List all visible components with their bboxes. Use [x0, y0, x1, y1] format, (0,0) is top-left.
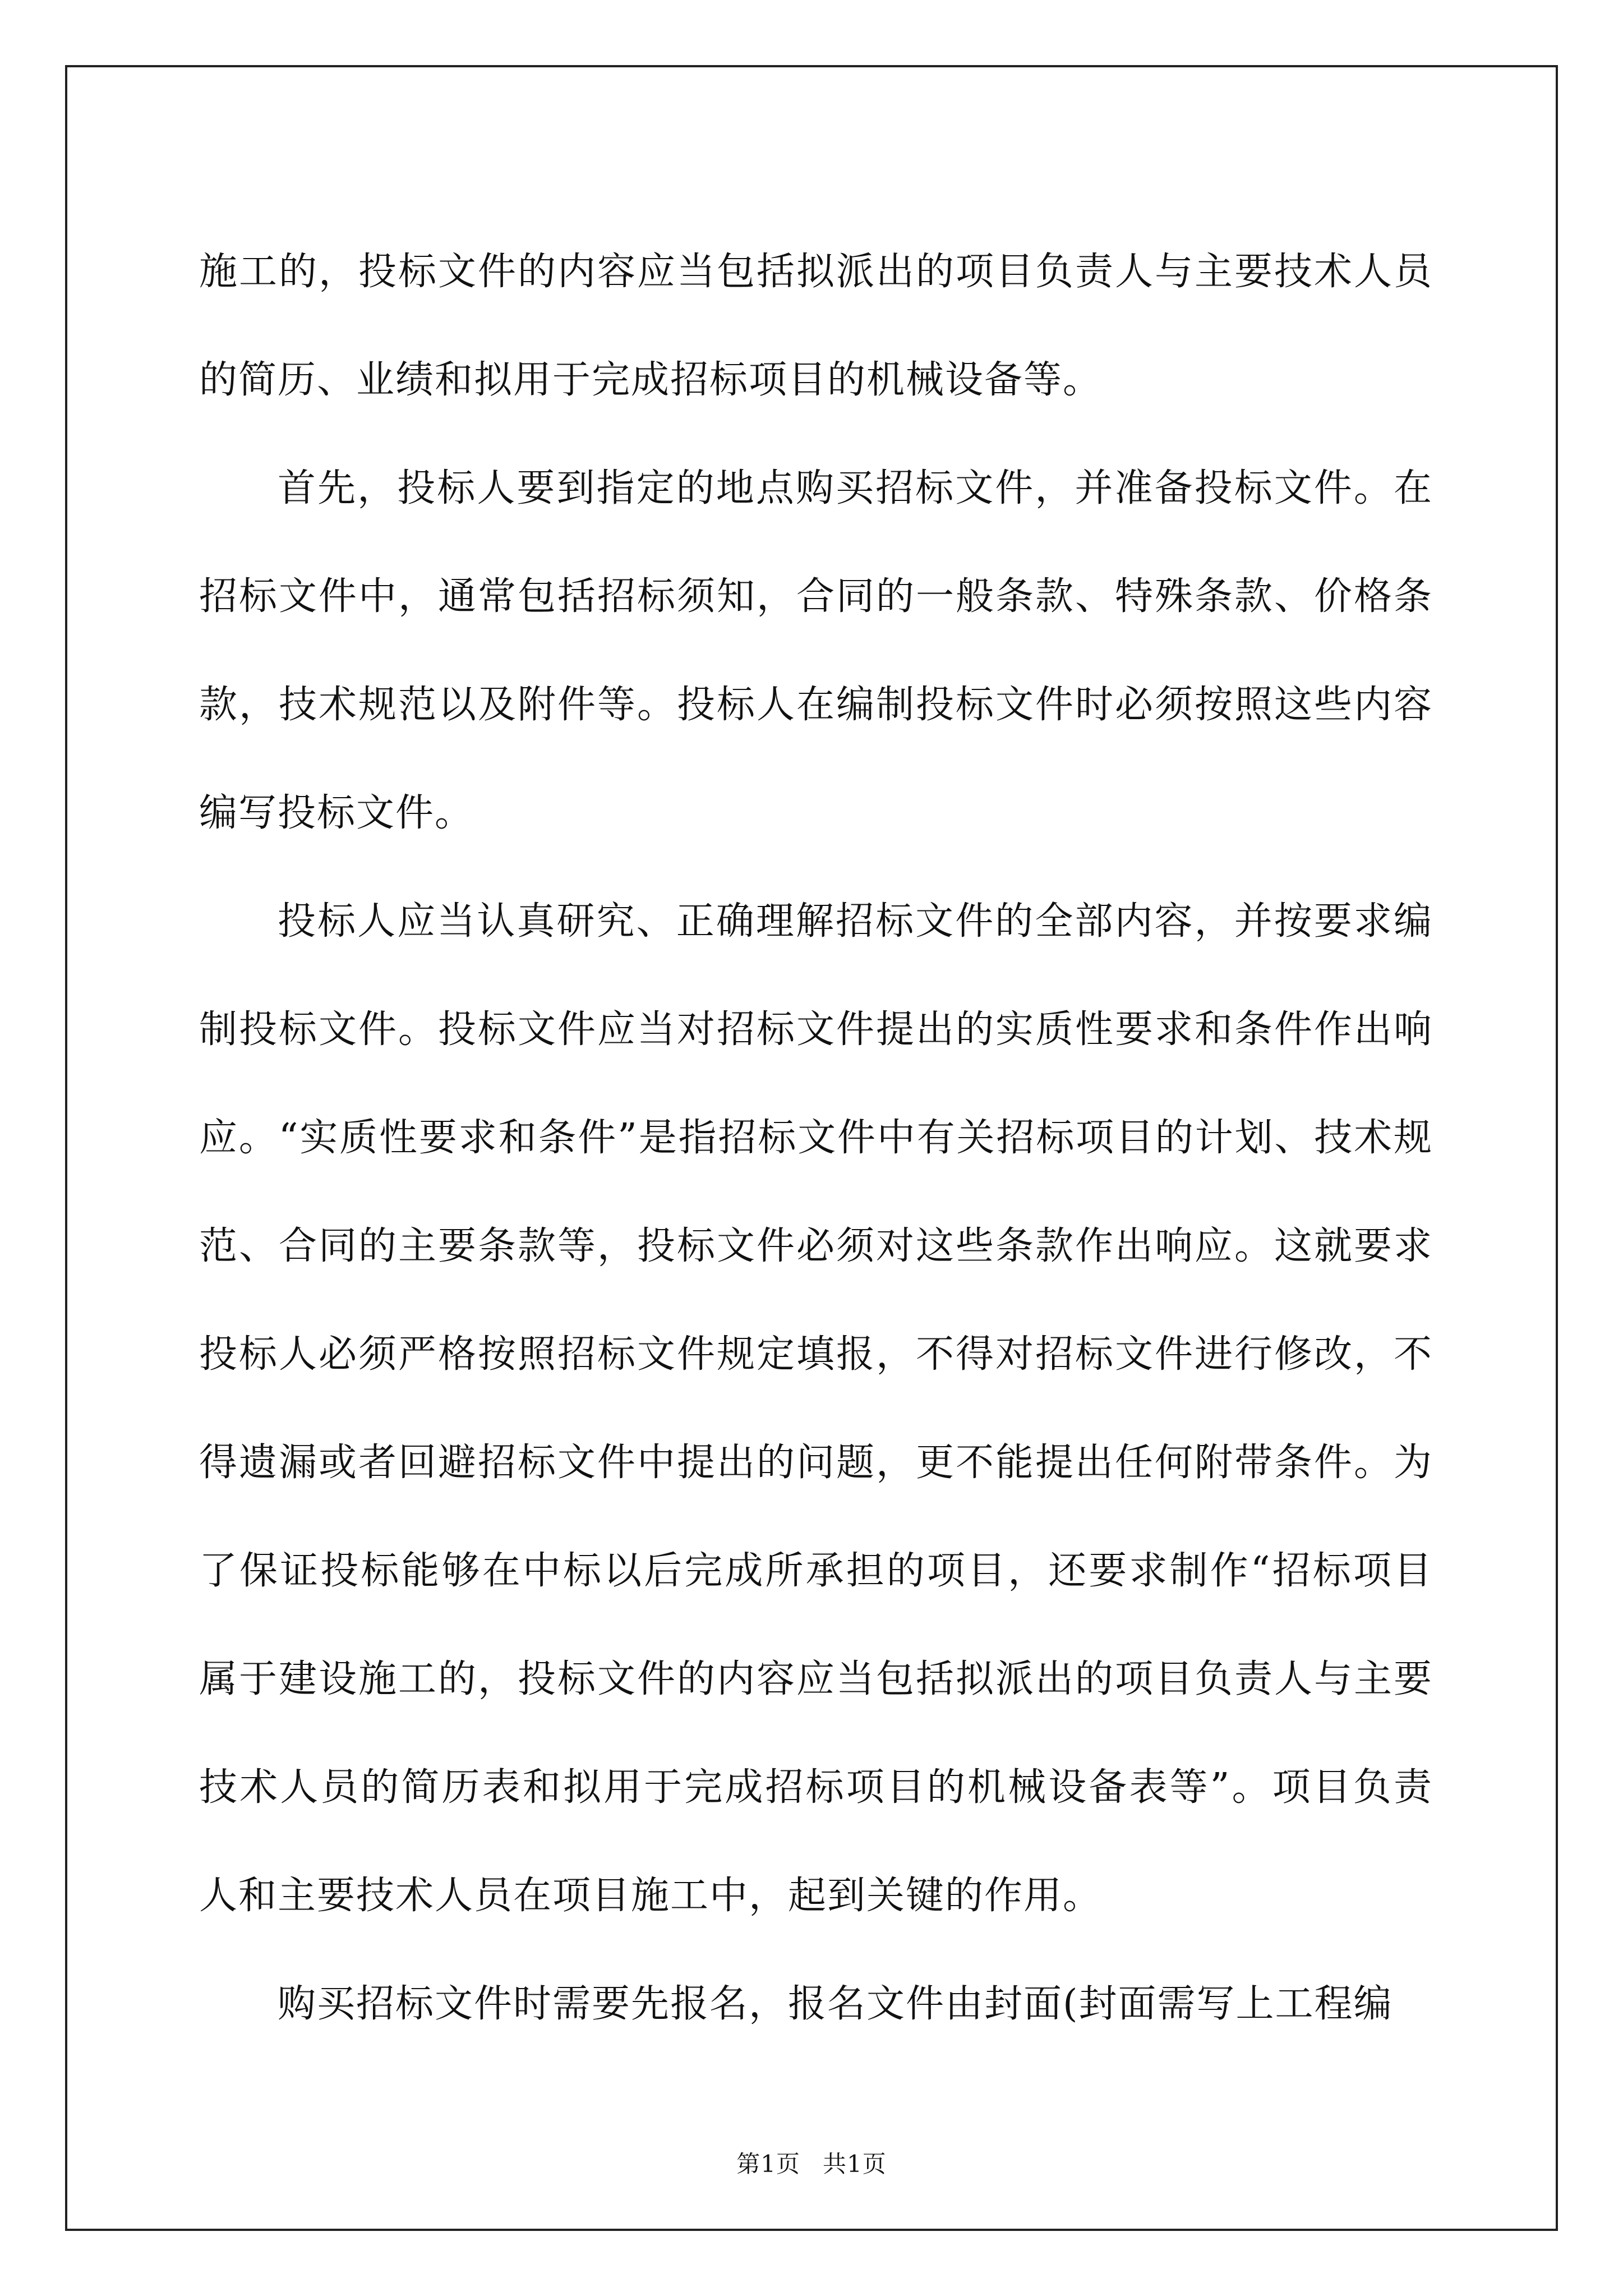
- page-number: 第1页: [736, 2150, 800, 2178]
- page-total: 共1页: [823, 2150, 887, 2178]
- paragraph-1: 施工的，投标文件的内容应当包括拟派出的项目负责人与主要技术人员的简历、业绩和拟用于完成招标项目的机械设备等。: [199, 250, 1433, 402]
- paragraph-4: 购买招标文件时需要先报名，报名文件由封面(封面需写上工程编: [278, 1982, 1393, 2026]
- document-body: [199, 218, 1433, 2058]
- paragraph-3: 投标人应当认真研究、正确理解招标文件的全部内容，并按要求编制投标文件。投标文件应当对招标文件提出的实质性要求和条件作出响应。“实质性要求和条件”是指招标文件中有关招标项目的计划、技术规范、合同的主要条款等，投标文件必须对这些条款作出响应。这就要求投标人必须严格按照招标文件规定填报，不得对招标文件进行修改，不得遗漏或者回避招标文件中提出的问题，更不能提出任何附带条件。为了保证投标能够在中标以后完成所承担的项目，还要求制作“招标项目属于建设施工的，投标文件的内容应当包括拟派出的项目负责人与主要技术人员的简历表和拟用于完成招标项目的机械设备表等”。项目负责人和主要技术人员在项目施工中，起到关键的作用。: [199, 899, 1433, 1918]
- page-footer: [0, 2147, 1623, 2181]
- paragraph-2: 首先，投标人要到指定的地点购买招标文件，并准备投标文件。在招标文件中，通常包括招标须知，合同的一般条款、特殊条款、价格条款，技术规范以及附件等。投标人在编制投标文件时必须按照这些内容编写投标文件。: [199, 466, 1433, 835]
